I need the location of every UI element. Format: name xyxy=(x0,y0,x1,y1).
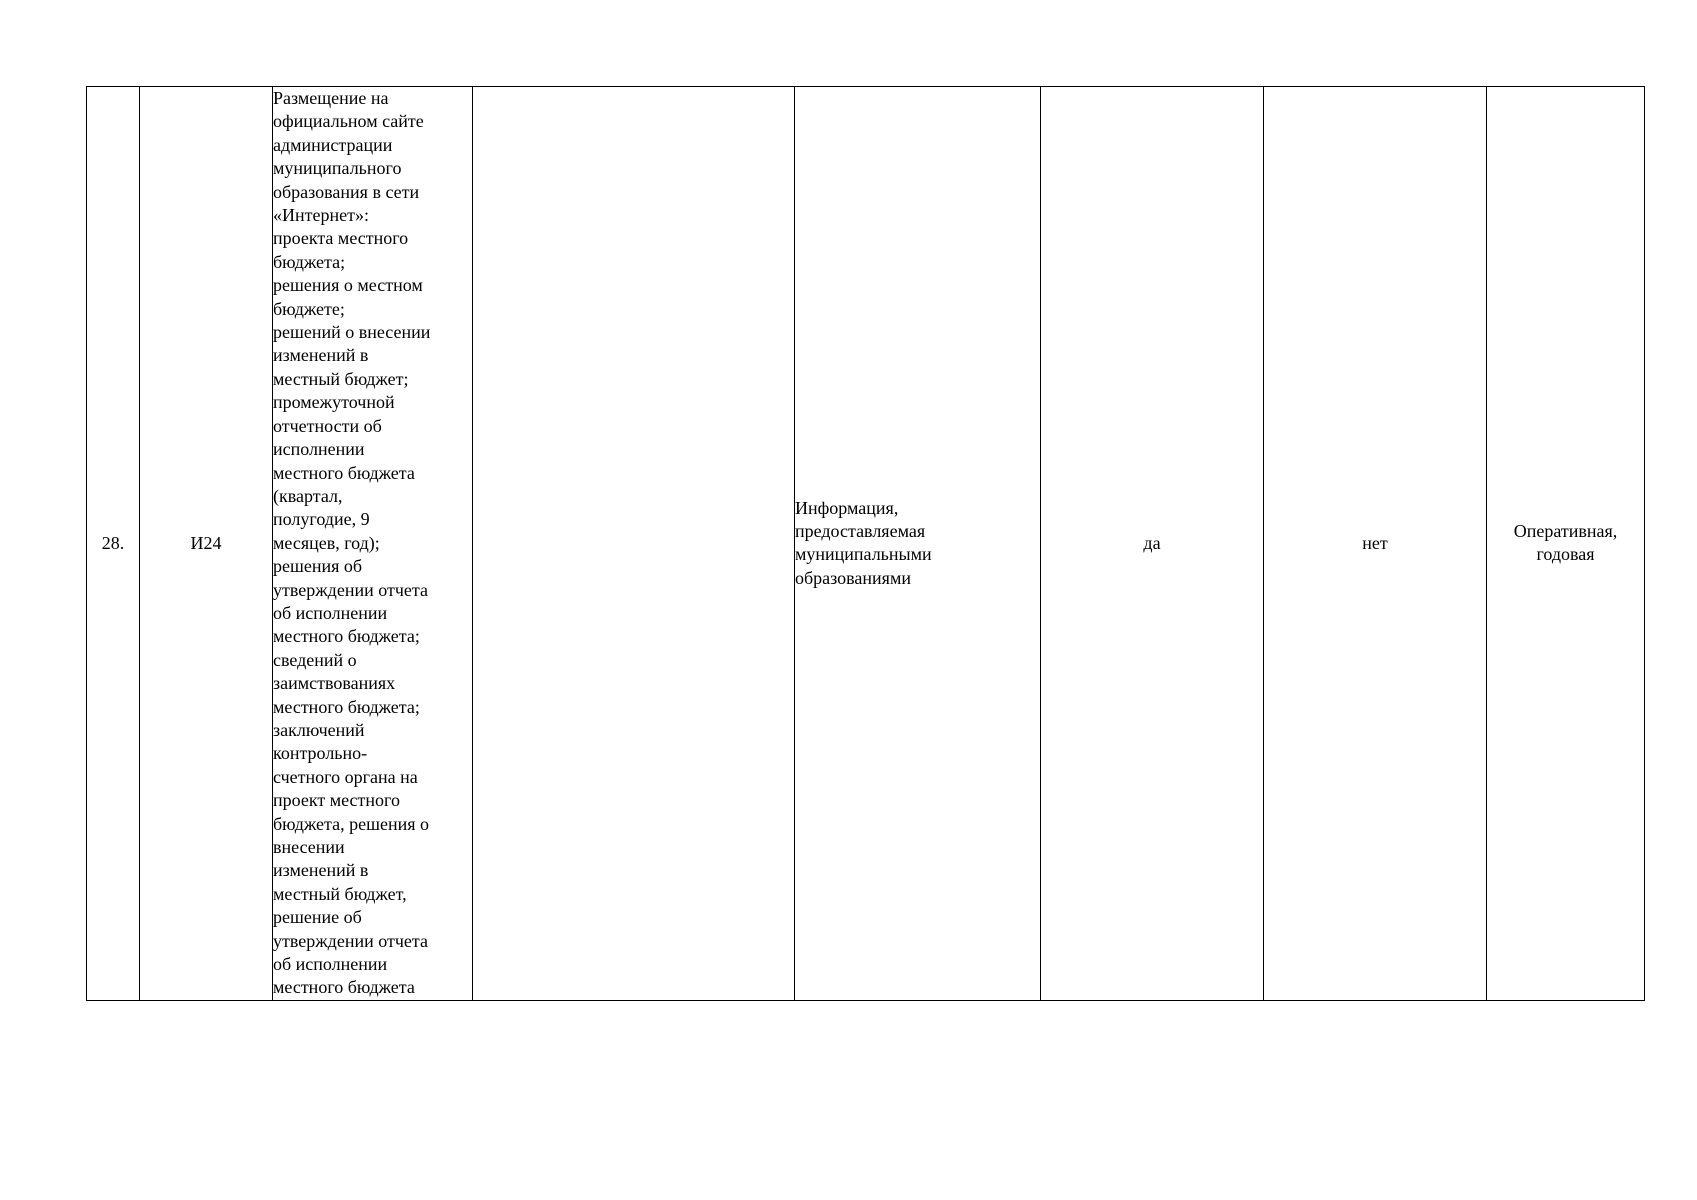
description-line: месяцев, год); xyxy=(273,532,380,553)
description-line: изменений в xyxy=(273,345,369,366)
description-line: утверждении отчета xyxy=(273,579,428,600)
description-line: бюджета; xyxy=(273,251,346,272)
description-line: администрации xyxy=(273,134,393,155)
description-line: бюджете; xyxy=(273,298,345,319)
description-text xyxy=(273,87,472,1000)
indicator-code-cell: И24 xyxy=(140,87,273,1001)
description-line: образования в сети xyxy=(273,181,420,202)
description-line: об исполнении xyxy=(273,602,388,623)
description-line: промежуточной xyxy=(273,392,395,413)
description-line: контрольно- xyxy=(273,743,368,764)
description-line: сведений о xyxy=(273,649,357,670)
description-line: решение об xyxy=(273,907,362,928)
description-line: бюджета, решения о xyxy=(273,813,429,834)
description-line: отчетности об xyxy=(273,415,382,436)
description-line: муниципального xyxy=(273,158,402,179)
description-line: (квартал, xyxy=(273,485,343,506)
yes-cell: да xyxy=(1041,87,1264,1001)
description-line: проект местного xyxy=(273,790,400,811)
empty-cell xyxy=(473,87,795,1001)
description-line: заимствованиях xyxy=(273,673,396,694)
source-cell xyxy=(795,87,1041,1001)
description-line: местного бюджета xyxy=(273,977,415,998)
description-line: решения о местном xyxy=(273,275,423,296)
data-table xyxy=(86,86,1645,1001)
description-line: местного бюджета; xyxy=(273,626,420,647)
description-line: официальном сайте xyxy=(273,111,424,132)
description-line: внесении xyxy=(273,837,345,857)
description-line: местный бюджет, xyxy=(273,883,407,904)
description-line: счетного органа на xyxy=(273,766,418,787)
description-cell xyxy=(273,87,473,1001)
periodicity-text: Оперативная, годовая xyxy=(1513,521,1618,565)
description-line: «Интернет»: xyxy=(273,205,369,226)
table-row xyxy=(87,87,1645,1001)
description-line: изменений в xyxy=(273,860,369,881)
description-line: полугодие, 9 xyxy=(273,509,370,530)
periodicity-cell xyxy=(1487,87,1645,1001)
description-line: местного бюджета; xyxy=(273,696,420,717)
description-line: решений о внесении xyxy=(273,322,431,343)
row-number-cell: 28. xyxy=(87,87,140,1001)
description-line: местного бюджета xyxy=(273,462,415,483)
description-line: заключений xyxy=(273,719,365,740)
description-line: утверждении отчета xyxy=(273,930,428,951)
description-line: исполнении xyxy=(273,439,365,460)
description-line: об исполнении xyxy=(273,954,388,975)
description-line: решения об xyxy=(273,556,363,577)
description-line: местный бюджет; xyxy=(273,368,409,389)
description-line: Размещение на xyxy=(273,88,389,108)
source-text: Информация, предоставляемая муниципальными образованиями xyxy=(795,497,932,588)
description-line: проекта местного xyxy=(273,228,409,249)
no-cell: нет xyxy=(1264,87,1487,1001)
